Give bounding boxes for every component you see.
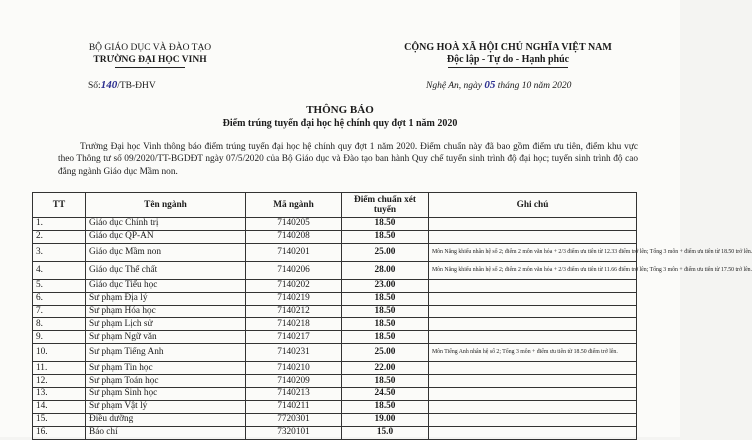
- school-name: TRƯỜNG ĐẠI HỌC VINH: [93, 55, 207, 65]
- row-program-code: 7140210: [246, 362, 342, 375]
- row-cutoff-score: 18.50: [342, 305, 429, 318]
- row-program-name: Sư phạm Địa lý: [86, 292, 246, 305]
- row-program-code: 7140218: [246, 318, 342, 331]
- table-row: [33, 388, 637, 401]
- table-body: [33, 218, 752, 440]
- row-cutoff-score: 23.00: [342, 279, 429, 292]
- row-program-code: 7140201: [246, 243, 342, 261]
- place-date-prefix: Nghệ An, ngày: [426, 81, 483, 91]
- row-cutoff-score: 18.50: [342, 400, 429, 413]
- row-cutoff-score: 22.00: [342, 362, 429, 375]
- row-stt: 1.: [33, 218, 86, 231]
- row-cutoff-score: 18.50: [342, 218, 429, 231]
- row-program-name: Giáo dục Mầm non: [86, 243, 246, 261]
- row-cutoff-score: 18.50: [342, 331, 429, 344]
- row-stt: 7.: [33, 305, 86, 318]
- row-stt: 13.: [33, 388, 86, 401]
- table-row: [33, 243, 637, 261]
- row-note: [429, 279, 637, 292]
- table-row: [33, 413, 637, 426]
- table-row: [33, 261, 637, 279]
- header-code: Mã ngành: [246, 193, 342, 218]
- table-row: [33, 375, 637, 388]
- row-program-code: 7720301: [246, 413, 342, 426]
- row-program-name: Sư phạm Hóa học: [86, 305, 246, 318]
- place-date: [426, 79, 571, 91]
- row-program-name: Sư phạm Lịch sử: [86, 318, 246, 331]
- row-stt: 6.: [33, 292, 86, 305]
- row-cutoff-score: 25.00: [342, 243, 429, 261]
- row-cutoff-score: 18.50: [342, 375, 429, 388]
- row-note: [429, 331, 637, 344]
- row-note: Môn Tiếng Anh nhân hệ số 2; Tổng 3 môn + điểm ưu tiên từ 18.50 điểm trở lên.: [429, 344, 637, 362]
- table-row: [33, 344, 637, 362]
- table-row: [33, 400, 637, 413]
- row-cutoff-score: 19.00: [342, 413, 429, 426]
- doc-number-prefix: Số:: [88, 81, 101, 91]
- row-stt: 2.: [33, 230, 86, 243]
- row-note: [429, 375, 637, 388]
- national-motto: Độc lập - Tự do - Hạnh phúc: [446, 54, 570, 65]
- row-program-name: Báo chí: [86, 426, 246, 439]
- row-program-code: 7140209: [246, 375, 342, 388]
- row-note: [429, 400, 637, 413]
- table-row: [33, 318, 637, 331]
- row-stt: 4.: [33, 261, 86, 279]
- row-program-name: Sư phạm Ngữ văn: [86, 331, 246, 344]
- row-note: [429, 305, 637, 318]
- row-stt: 14.: [33, 400, 86, 413]
- table-row: [33, 230, 637, 243]
- row-program-code: 7140213: [246, 388, 342, 401]
- row-program-code: 7140219: [246, 292, 342, 305]
- row-stt: 11.: [33, 362, 86, 375]
- row-program-name: Giáo dục Chính trị: [86, 218, 246, 231]
- row-cutoff-score: 15.0: [342, 426, 429, 439]
- table-row: [33, 305, 637, 318]
- row-program-code: 7140231: [246, 344, 342, 362]
- document-title: THÔNG BÁO: [306, 104, 374, 116]
- row-cutoff-score: 18.50: [342, 318, 429, 331]
- row-note: [429, 362, 637, 375]
- row-note: Môn Năng khiếu nhân hệ số 2; điểm 2 môn văn hóa + 2/3 điểm ưu tiên từ 11.66 điểm trở lên; Tổng 3 môn + điểm ưu tiên từ 17.50 trở lên.: [429, 261, 637, 279]
- row-cutoff-score: 18.50: [342, 230, 429, 243]
- header-note: Ghi chú: [429, 193, 637, 218]
- row-program-code: 7140217: [246, 331, 342, 344]
- admission-scores-table: [32, 192, 752, 440]
- row-program-name: Giáo dục Tiểu học: [86, 279, 246, 292]
- row-program-name: Giáo dục Thể chất: [86, 261, 246, 279]
- place-date-suffix: tháng 10 năm 2020: [497, 81, 572, 91]
- row-note: [429, 388, 637, 401]
- table-row: [33, 331, 637, 344]
- row-cutoff-score: 24.50: [342, 388, 429, 401]
- row-note: [429, 413, 637, 426]
- row-program-name: Sư phạm Tin học: [86, 362, 246, 375]
- row-program-name: Giáo dục QP-AN: [86, 230, 246, 243]
- country-name: CỘNG HOÀ XÃ HỘI CHỦ NGHĨA VIỆT NAM: [404, 42, 612, 53]
- ministry-name: BỘ GIÁO DỤC VÀ ĐÀO TẠO: [88, 43, 212, 53]
- row-stt: 3.: [33, 243, 86, 261]
- header-score: Điểm chuẩn xét tuyển: [342, 193, 429, 218]
- table-row: [33, 362, 637, 375]
- row-program-code: 7140206: [246, 261, 342, 279]
- row-program-name: Sư phạm Tiếng Anh: [86, 344, 246, 362]
- row-stt: 8.: [33, 318, 86, 331]
- row-stt: 10.: [33, 344, 86, 362]
- row-stt: 12.: [33, 375, 86, 388]
- row-stt: 15.: [33, 413, 86, 426]
- row-note: [429, 230, 637, 243]
- national-header: [388, 42, 628, 68]
- row-program-name: Điều dưỡng: [86, 413, 246, 426]
- row-cutoff-score: 18.50: [342, 292, 429, 305]
- header-name: Tên ngành: [86, 193, 246, 218]
- row-program-code: 7140211: [246, 400, 342, 413]
- row-stt: 16.: [33, 426, 86, 439]
- row-program-code: 7140208: [246, 230, 342, 243]
- header-stt: TT: [33, 193, 86, 218]
- table-row: [33, 292, 637, 305]
- row-program-name: Sư phạm Vật lý: [86, 400, 246, 413]
- row-stt: 9.: [33, 331, 86, 344]
- date-day-handwritten: 05: [484, 79, 496, 91]
- row-note: [429, 292, 637, 305]
- table-row: [33, 279, 637, 292]
- table-row: [33, 426, 637, 439]
- row-note: [429, 218, 637, 231]
- row-note: Môn Năng khiếu nhân hệ số 2; điểm 2 môn văn hóa + 2/3 điểm ưu tiên từ 12.33 điểm trở lên; Tổng 3 môn + điểm ưu tiên từ 18.50 trở lên.: [429, 243, 637, 261]
- row-program-name: Sư phạm Sinh học: [86, 388, 246, 401]
- doc-number-handwritten: 140: [100, 79, 118, 91]
- row-program-code: 7140202: [246, 279, 342, 292]
- row-program-code: 7140212: [246, 305, 342, 318]
- row-stt: 5.: [33, 279, 86, 292]
- row-program-name: Sư phạm Toán học: [86, 375, 246, 388]
- table-header-row: [33, 193, 637, 218]
- row-note: [429, 318, 637, 331]
- row-program-code: 7320101: [246, 426, 342, 439]
- row-note: [429, 426, 637, 439]
- document-subtitle: Điểm trúng tuyển đại học hệ chính quy đợt 1 năm 2020: [222, 118, 458, 129]
- row-cutoff-score: 25.00: [342, 344, 429, 362]
- motto-underline: [448, 67, 568, 68]
- row-cutoff-score: 28.00: [342, 261, 429, 279]
- intro-paragraph: Trường Đại học Vinh thông báo điểm trúng tuyển đại học hệ chính quy đợt 1 năm 2020. Điểm chuẩn này đã bao gồm điểm ưu tiên, điểm khu vực theo Thông tư số 09/2020/TT-BGDĐT ngày 07/5/2020 của Bộ Giáo dục và Đào tạo ban hành Quy chế tuyển sinh trình độ đại học; tuyển sinh trình độ cao đẳng ngành Giáo dục Mầm non.: [58, 142, 638, 177]
- row-program-code: 7140205: [246, 218, 342, 231]
- issuer-underline: [115, 67, 185, 68]
- document-number: [88, 79, 156, 91]
- table-row: [33, 218, 637, 231]
- doc-number-suffix: /TB-ĐHV: [117, 81, 156, 91]
- issuer-block: [60, 42, 240, 68]
